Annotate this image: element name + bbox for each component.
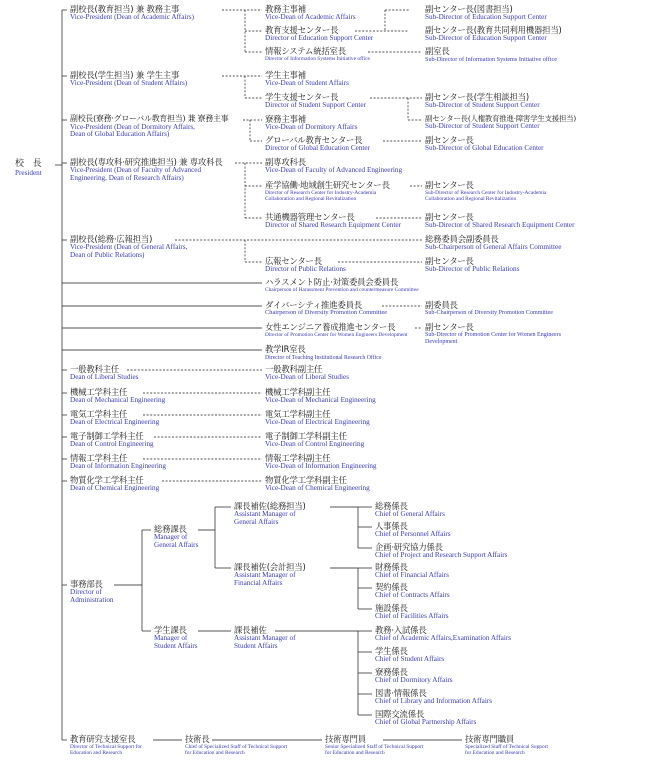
- tech-staff-title: 技術専門職員: [465, 734, 515, 744]
- sub-chair-gac-title: 総務委員会副委員長: [425, 234, 499, 244]
- dir-cir-title-en: Director of Research Center for Industry-Academia Collaboration and Regional Revitalization: [265, 189, 377, 202]
- chief-dorm-title: 寮務係長: [375, 667, 408, 677]
- vp-student-title: 副校長(学生担当) 兼 学生主事: [70, 70, 180, 80]
- vd-dorm-title: 寮務主事補: [265, 114, 306, 124]
- node-chief-personnel: [375, 522, 451, 539]
- dir-esc-title: 教育支援センター長: [265, 25, 339, 35]
- node-dean-chem: [70, 476, 159, 493]
- dean-chem-title-en: Dean of Chemical Engineering: [70, 484, 160, 493]
- vp-academic-title-en: Vice-President (Dean of Academic Affairs): [70, 13, 194, 22]
- node-vp-student: [70, 71, 187, 88]
- vd-elec-title: 電気工学科副主任: [265, 409, 331, 419]
- chief-general-title: 総務係長: [375, 501, 408, 511]
- dir-isi-title-en: Director of Information Systems Initiative office: [265, 55, 370, 62]
- node-dir-esc: [265, 26, 373, 43]
- node-dean-info: [70, 454, 166, 471]
- tech-senior-title-en: Senior Specialized Staff of Technical Support for Education and Research: [325, 743, 424, 756]
- node-dean-elec: [70, 410, 159, 427]
- chief-library-title-en: Chief of Library and Information Affairs: [375, 697, 493, 706]
- dean-ctrl-title-en: Dean of Control Engineering: [70, 440, 154, 449]
- chief-contract-title: 契約係長: [375, 582, 408, 592]
- sd-cir-title: 副センター長: [425, 180, 474, 190]
- vd-liberal-title: 一般教科副主任: [265, 364, 323, 374]
- node-chief-general: [375, 502, 445, 519]
- node-chief-facility: [375, 604, 449, 621]
- chief-facility-title: 施設係長: [375, 603, 408, 613]
- node-dir-isi: [265, 47, 370, 63]
- node-sd-ssc-rights: [425, 115, 576, 131]
- chair-harass-title-en: Chairperson of Harassment Prevention and countermeasure Committee: [265, 286, 419, 293]
- vp-general-title-en: Vice-President (Dean of General Affairs, Dean of Public Relations): [70, 243, 188, 259]
- vp-research-title: 副校長(専攻科·研究推進担当) 兼 専攻科長: [70, 157, 223, 167]
- dir-admin-title: 事務部長: [70, 579, 103, 589]
- chief-exam-title: 教務·入試係長: [375, 625, 427, 635]
- node-vd-dorm: [265, 115, 357, 132]
- sd-ssc-counsel-title: 副センター長(学生相談担当): [425, 92, 529, 102]
- node-vd-info: [265, 454, 377, 471]
- node-vd-chem: [265, 476, 370, 493]
- node-sd-sre: [425, 213, 575, 230]
- vd-ctrl-title: 電子制御工学科副主任: [265, 431, 347, 441]
- node-tech-senior: [325, 735, 423, 756]
- node-sd-isi: [425, 47, 557, 63]
- asst-fin-title: 課長補佐(会計担当): [234, 562, 306, 572]
- chief-student-title: 学生係長: [375, 646, 408, 656]
- node-chief-fin: [375, 563, 449, 580]
- dir-women-title: 女性エンジニア養成推進センター長: [265, 322, 396, 332]
- dir-gec-title: グローバル教育センター長: [265, 135, 363, 145]
- node-chief-exam: [375, 626, 511, 643]
- node-dean-ctrl: [70, 432, 154, 449]
- vd-ctrl-title-en: Vice-Dean of Control Engineering: [265, 440, 365, 449]
- sd-women-title-en: Sub-Director of Promotion Center for Women Engineers Development: [425, 332, 562, 345]
- node-chief-global: [375, 710, 476, 727]
- asst-student-title-en: Assistant Manager of Student Affairs: [234, 634, 296, 650]
- node-sub-chair-div: [425, 301, 553, 317]
- president-title-en: President: [15, 169, 42, 177]
- node-vp-research: [70, 158, 223, 183]
- tech-senior-title: 技術専門員: [325, 734, 366, 744]
- node-chief-library: [375, 689, 492, 706]
- dir-tech-title-en: Director of Technical Support for Education and Research: [70, 743, 142, 756]
- vd-chem-title-en: Vice-Dean of Chemical Engineering: [265, 484, 370, 493]
- asst-general-title-en: Assistant Manager of General Affairs: [234, 510, 296, 526]
- dean-liberal-title-en: Dean of Liberal Studies: [70, 373, 139, 382]
- mgr-student-title: 学生課長: [154, 625, 187, 635]
- node-vp-academic: [70, 5, 194, 22]
- dean-elec-title: 電気工学科主任: [70, 409, 128, 419]
- chief-personnel-title: 人事係長: [375, 521, 408, 531]
- node-vd-ctrl: [265, 432, 364, 449]
- node-vp-general: [70, 235, 187, 260]
- chief-library-title: 図書·情報係長: [375, 688, 427, 698]
- chief-fin-title: 財務係長: [375, 562, 408, 572]
- node-sd-pr: [425, 257, 519, 274]
- node-sd-women: [425, 323, 561, 345]
- vd-info-title: 情報工学科副主任: [265, 453, 331, 463]
- node-sub-chair-gac: [425, 235, 561, 252]
- chief-global-title-en: Chief of Global Partnership Affairs: [375, 718, 477, 727]
- chair-harass-title: ハラスメント防止·対策委員会委員長: [265, 277, 399, 287]
- sd-pr-title-en: Sub-Director of Public Relations: [425, 265, 520, 274]
- sd-esc-lib-title-en: Sub-Director of Education Support Center: [425, 13, 547, 22]
- sub-chair-div-title: 副委員長: [425, 300, 458, 310]
- node-mgr-general: [154, 525, 198, 550]
- node-president: [15, 160, 42, 178]
- mgr-general-title-en: Manager of General Affairs: [154, 533, 199, 549]
- chief-project-title: 企画·研究協力係長: [375, 542, 443, 552]
- node-chief-contract: [375, 583, 450, 600]
- dir-esc-title-en: Director of Education Support Center: [265, 34, 374, 43]
- dean-mech-title-en: Dean of Mechanical Engineering: [70, 396, 166, 405]
- dir-isi-title: 情報システム統括室長: [265, 46, 346, 56]
- chief-global-title: 国際交流係長: [375, 709, 425, 719]
- node-dir-sre: [265, 213, 401, 230]
- node-dir-women: [265, 323, 407, 339]
- dir-tir-title: 教学IR室長: [265, 344, 306, 354]
- sd-esc-share-title-en: Sub-Director of Education Support Center: [425, 34, 547, 43]
- dean-info-title-en: Dean of Information Engineering: [70, 462, 166, 471]
- tech-chief-title: 技術長: [185, 734, 210, 744]
- vp-dorm-title: 副校長(寮務·グローバル教育担当) 兼 寮務主事: [70, 114, 229, 123]
- chief-student-title-en: Chief of Student Affairs: [375, 655, 445, 664]
- vd-academic-title: 教務主事補: [265, 4, 306, 14]
- node-dir-gec: [265, 136, 370, 153]
- node-sd-esc-lib: [425, 5, 547, 22]
- node-asst-general: [234, 502, 306, 527]
- asst-general-title: 課長補佐(総務担当): [234, 501, 306, 511]
- vd-chem-title: 物質化学工学科副主任: [265, 475, 347, 485]
- dir-sre-title-en: Director of Shared Research Equipment Center: [265, 221, 401, 230]
- dean-chem-title: 物質化学工学科主任: [70, 475, 144, 485]
- node-vd-academic: [265, 5, 356, 22]
- dir-sre-title: 共通機器管理センター長: [265, 212, 355, 222]
- node-vp-dorm: [70, 115, 228, 139]
- asst-student-title: 課長補佐: [234, 625, 267, 635]
- dir-gec-title-en: Director of Global Education Center: [265, 144, 370, 153]
- chief-facility-title-en: Chief of Facilities Affairs: [375, 612, 449, 621]
- vd-info-title-en: Vice-Dean of Information Engineering: [265, 462, 377, 471]
- dir-women-title-en: Director of Promotion Center for Women Engineers Development: [265, 331, 408, 338]
- vp-general-title: 副校長(総務·広報担当): [70, 234, 153, 244]
- vp-student-title-en: Vice-President (Dean of Student Affairs): [70, 79, 188, 88]
- dean-mech-title: 機械工学科主任: [70, 387, 128, 397]
- dir-pr-title: 広報センター長: [265, 256, 322, 266]
- sd-esc-share-title: 副センター長(教育共同利用機器担当): [425, 25, 562, 35]
- node-sd-cir: [425, 181, 546, 202]
- vd-mech-title-en: Vice-Dean of Mechanical Engineering: [265, 396, 376, 405]
- node-dir-admin: [70, 580, 114, 605]
- vd-student-title: 学生主事補: [265, 70, 306, 80]
- dean-info-title: 情報工学科主任: [70, 453, 128, 463]
- sd-pr-title: 副センター長: [425, 256, 474, 266]
- tech-chief-title-en: Chief of Specialized Staff of Technical Support for Education and Research: [185, 743, 288, 756]
- node-tech-staff: [465, 735, 548, 756]
- dean-elec-title-en: Dean of Electrical Engineering: [70, 418, 160, 427]
- node-dir-pr: [265, 257, 346, 274]
- president-title: 校 長: [15, 159, 42, 169]
- vd-dorm-title-en: Vice-Dean of Dormitory Affairs: [265, 123, 358, 132]
- node-chief-student: [375, 647, 444, 664]
- sd-gec-title: 副センター長: [425, 135, 474, 145]
- chief-dorm-title-en: Chief of Dormitory Affairs: [375, 676, 453, 685]
- vd-liberal-title-en: Vice-Dean of Liberal Studies: [265, 373, 349, 382]
- sd-isi-title-en: Sub-Director of Information Systems Initiative office: [425, 55, 558, 63]
- node-dir-tir: [265, 345, 381, 361]
- vd-mech-title: 機械工学科副主任: [265, 387, 331, 397]
- sd-esc-lib-title: 副センター長(図書担当): [425, 4, 513, 14]
- dir-cir-title: 産学協働·地域創生研究センター長: [265, 180, 390, 190]
- node-chief-dorm: [375, 668, 453, 685]
- dir-tir-title-en: Director of Teaching Institutional Research Office: [265, 354, 382, 361]
- sd-isi-title: 副室長: [425, 46, 450, 56]
- sub-chair-div-title-en: Sub-Chairperson of Diversity Promotion Committee: [425, 310, 553, 317]
- chief-fin-title-en: Chief of Financial Affairs: [375, 571, 449, 580]
- node-vd-faculty: [265, 158, 402, 175]
- dir-pr-title-en: Director of Public Relations: [265, 265, 346, 274]
- dir-ssc-title-en: Director of Student Support Center: [265, 101, 367, 110]
- node-dir-cir: [265, 181, 390, 202]
- node-asst-student: [234, 626, 295, 651]
- node-vd-mech: [265, 388, 376, 405]
- chief-project-title-en: Chief of Project and Research Support Affairs: [375, 551, 508, 560]
- node-dean-liberal: [70, 365, 138, 382]
- sd-sre-title: 副センター長: [425, 212, 474, 222]
- node-dean-mech: [70, 388, 165, 405]
- sd-ssc-counsel-title-en: Sub-Director of Student Support Center: [425, 101, 540, 110]
- node-chair-div: [265, 301, 387, 317]
- node-dir-tech: [70, 735, 142, 756]
- vp-dorm-title-en: Vice-President (Dean of Dormitory Affairs, Dean of Global Education Affairs): [70, 122, 195, 139]
- asst-fin-title-en: Assistant Manager of Financial Affairs: [234, 571, 296, 587]
- vp-academic-title: 副校長(教育担当) 兼 教務主事: [70, 4, 180, 14]
- node-sd-gec: [425, 136, 544, 153]
- sd-ssc-rights-title: 副センター長(人権教育推進·障害学生支援担当): [425, 114, 577, 123]
- node-chair-harass: [265, 278, 419, 294]
- node-vd-liberal: [265, 365, 349, 382]
- dir-admin-title-en: Director of Administration: [70, 588, 114, 604]
- vd-student-title-en: Vice-Dean of Student Affairs: [265, 79, 349, 88]
- node-mgr-student: [154, 626, 198, 651]
- tech-staff-title-en: Specialized Staff of Technical Support for Education and Research: [465, 743, 548, 756]
- mgr-student-title-en: Manager of Student Affairs: [154, 634, 198, 650]
- vd-faculty-title: 副専攻科長: [265, 157, 306, 167]
- node-chief-project: [375, 543, 507, 560]
- sd-gec-title-en: Sub-Director of Global Education Center: [425, 144, 544, 153]
- chief-general-title-en: Chief of General Affairs: [375, 510, 445, 519]
- vd-faculty-title-en: Vice-Dean of Faculty of Advanced Engineering: [265, 166, 403, 175]
- chief-exam-title-en: Chief of Academic Affairs,Examination Affairs: [375, 634, 512, 643]
- node-sd-esc-share: [425, 26, 562, 43]
- dean-liberal-title: 一般教科主任: [70, 364, 120, 374]
- sd-ssc-rights-title-en: Sub-Director of Student Support Center: [425, 122, 540, 131]
- dir-tech-title: 教育研究支援室長: [70, 734, 136, 744]
- vd-elec-title-en: Vice-Dean of Electrical Engineering: [265, 418, 370, 427]
- vd-academic-title-en: Vice-Dean of Academic Affairs: [265, 13, 356, 22]
- node-asst-fin: [234, 563, 306, 588]
- mgr-general-title: 総務課長: [154, 524, 187, 534]
- chair-div-title: ダイバーシティ推進委員長: [265, 300, 362, 310]
- node-vd-elec: [265, 410, 370, 427]
- chair-div-title-en: Chairperson of Diversity Promotion Committee: [265, 309, 388, 317]
- vp-research-title-en: Vice-President (Dean of Faculty of Advanced Engineering, Dean of Research Affairs): [70, 166, 202, 182]
- dir-ssc-title: 学生支援センター長: [265, 92, 339, 102]
- sd-sre-title-en: Sub-Director of Shared Research Equipment Center: [425, 221, 575, 230]
- sd-women-title: 副センター長: [425, 322, 474, 332]
- sub-chair-gac-title-en: Sub-Chairperson of General Affairs Committee: [425, 243, 562, 252]
- node-vd-student: [265, 71, 349, 88]
- sd-cir-title-en: Sub-Director of Research Center for Industry-Academia Collaboration and Regional Revitalization: [425, 189, 547, 202]
- node-sd-ssc-counsel: [425, 93, 540, 110]
- chief-personnel-title-en: Chief of Personnel Affairs: [375, 530, 451, 539]
- dean-ctrl-title: 電子制御工学科主任: [70, 431, 144, 441]
- chief-contract-title-en: Chief of Contracts Affairs: [375, 591, 450, 600]
- node-tech-chief: [185, 735, 287, 756]
- node-dir-ssc: [265, 93, 366, 110]
